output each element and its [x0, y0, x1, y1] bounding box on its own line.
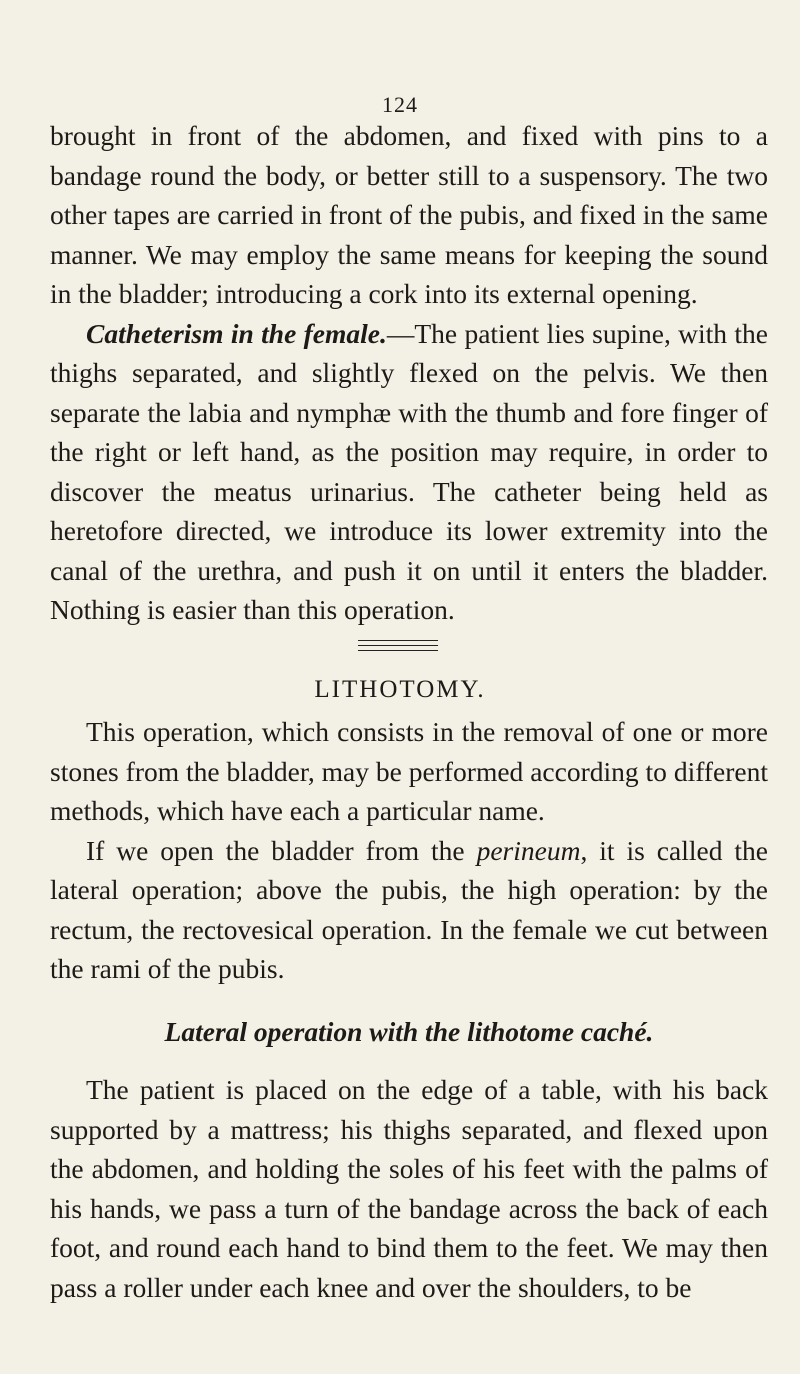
female-body-text: The patient lies supine, with the thighs separated, and slightly flexed on the pelvis. We then separate the labia and nymphæ with the thumb and fore finger of the right or left hand, as the position may require, in order to discover the meatus urinarius. The catheter being held as heretofore directed, we introduce its lower extremity into the canal of the urethra, and push it on until it enters the bladder. Nothing is easier than this operation.	[50, 317, 768, 625]
perineum-term: perineum	[476, 834, 581, 866]
inline-heading-female: Catheterism in the female.	[86, 317, 387, 349]
top-text-block	[50, 116, 768, 630]
paragraph-lithotomy-methods	[50, 831, 768, 989]
divider-rule-1	[358, 640, 438, 641]
lithotomy-text-block	[50, 712, 768, 989]
divider-rule-2	[358, 645, 438, 646]
divider-rule-3	[358, 650, 438, 651]
paragraph-lithotomy-definition: This operation, which consists in the removal of one or more stones from the bladder, may be performed according to different methods, which have each a particular name.	[50, 716, 768, 826]
paragraph-bandage: brought in front of the abdomen, and fixed with pins to a bandage round the body, or better still to a suspensory. The two other tapes are carried in front of the pubis, and fixed in the same manner. We may employ the same means for keeping the sound in the bladder; introducing a cork into its external opening.	[50, 120, 768, 309]
methods-text-before: If we open the bladder from the	[86, 834, 477, 866]
subheading-lateral-operation: Lateral operation with the lithotome caché.	[164, 1016, 654, 1047]
em-dash: —	[386, 317, 415, 349]
paragraph-lateral-operation: The patient is placed on the edge of a table, with his back supported by a mattress; his thighs separated, and flexed upon the abdomen, and holding the soles of his feet with the palms of his hands, we pass a turn of the bandage across the back of each foot, and round each hand to bind them to the feet. We may then pass a roller under each knee and over the shoulders, to be	[50, 1074, 768, 1303]
page-number: 124	[382, 92, 418, 117]
section-title-lithotomy: LITHOTOMY.	[314, 676, 486, 703]
methods-text-after: , it is called the lateral operation; above the pubis, the high operation: by the rectum, the rectovesical operation. In the female we cut between the rami of the pubis.	[50, 834, 768, 984]
lateral-text-block	[50, 1070, 768, 1307]
paragraph-female-catheterism	[50, 314, 768, 630]
